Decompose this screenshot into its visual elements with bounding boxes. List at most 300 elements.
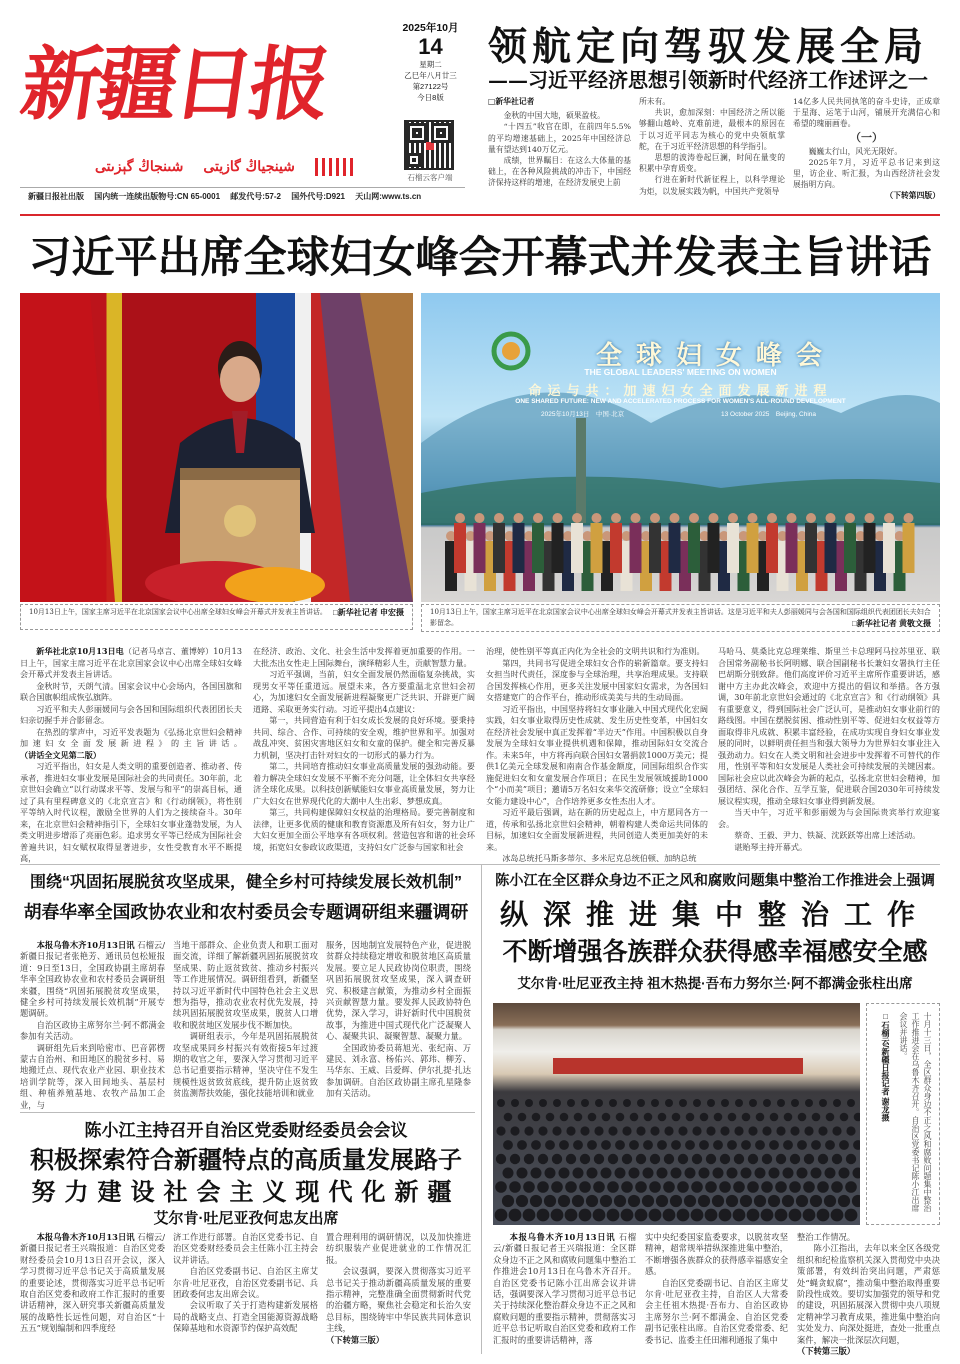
person xyxy=(766,523,778,573)
column-divider xyxy=(481,864,482,1354)
attendee xyxy=(510,1154,520,1164)
person xyxy=(591,523,603,573)
continued-note[interactable]: （下转第三版） xyxy=(326,1334,385,1345)
person-head xyxy=(514,513,524,523)
attendee xyxy=(803,1209,816,1222)
attendee xyxy=(741,1168,752,1179)
paragraph: 在热烈的掌声中，习近平发表题为《弘扬北京世妇会精神 加速妇女全面发展新进程》的主旨讲话。（讲话全文见第二版） xyxy=(20,726,242,760)
attendee xyxy=(581,1099,589,1107)
person xyxy=(727,523,739,573)
attendee xyxy=(629,1140,639,1150)
attendee xyxy=(698,1195,710,1207)
qr-label: 石榴云客户端 xyxy=(407,173,453,182)
attendee xyxy=(504,1113,513,1122)
attendee xyxy=(686,1113,695,1122)
photo-group xyxy=(421,293,940,602)
banner-theme-en: ONE SHARED FUTURE: NEW AND ACCELERATED PROCESS FOR WOMEN'S ALL-ROUND DEVELOPMENT xyxy=(515,398,846,405)
attendee xyxy=(579,1209,592,1222)
attendee xyxy=(587,1140,597,1150)
attendee xyxy=(643,1168,654,1179)
attendee xyxy=(769,1140,779,1150)
attendee xyxy=(734,1154,744,1164)
paragraph: 自治区党委副书记、自治区主席艾尔肯·吐尼亚孜，自治区党委副书记、兵团政委何忠友出席会议。 xyxy=(173,1266,318,1300)
attendee xyxy=(495,1181,507,1193)
attendee xyxy=(783,1168,794,1179)
paragraph: 谌贻琴主持开幕式。 xyxy=(734,841,808,852)
attendee xyxy=(713,1140,723,1150)
attendee xyxy=(762,1154,772,1164)
attendee xyxy=(629,1168,640,1179)
paragraph: “十四五”收官在即，在前四年5.5%的平均增速基础上，2025年中国经济总量有望达到140万亿元。 xyxy=(488,122,631,154)
attendee xyxy=(622,1154,632,1164)
attendee xyxy=(574,1113,583,1122)
attendee xyxy=(684,1195,696,1207)
paragraph: 所未有。 xyxy=(639,97,671,106)
paragraph: 第二，共同培育推动妇女事业高质量发展的强劲动能。要着力解决全球妇女发展不平衡不充分问题，让全体妇女共享经济全球化成果。以科技创新赋能妇女事业高质量发展，努力让广大妇女在世界现代化的大潮中人生出彩、梦想成真。 xyxy=(253,761,475,806)
attendee xyxy=(798,1113,807,1122)
attendee xyxy=(818,1126,827,1135)
attendee xyxy=(699,1140,709,1150)
attendee xyxy=(530,1195,542,1207)
continued-note[interactable]: （下转第三版） xyxy=(797,1346,856,1357)
attendee xyxy=(677,1181,689,1193)
rostrum-table xyxy=(553,1058,803,1074)
person-head xyxy=(631,513,641,523)
attendee xyxy=(769,1168,780,1179)
attendee xyxy=(791,1099,799,1107)
corruption-story-column-1: 本报乌鲁木齐10月13日讯 石榴云/新疆日报记者王兴瑞报道：全区群众身边不正之风和腐败问题集中整治工作推进会10月13日在乌鲁木齐召开。自治区党委书记陈小江出席会议并讲话，强调要深入学习贯彻习近平总书记关于持续深化整治群众身边不正之风和腐败问题的重要指示精神，贯彻落实习近平总书记听取自治区党委和政府工作汇报时的重要讲话精神，落 xyxy=(493,1232,637,1345)
meeting-audience xyxy=(493,1003,860,1225)
attendee xyxy=(587,1168,598,1179)
person xyxy=(688,523,700,573)
attendee xyxy=(839,1168,850,1179)
attendee xyxy=(790,1126,799,1135)
attendee xyxy=(706,1154,716,1164)
group-photo-people xyxy=(421,293,940,602)
attendee xyxy=(657,1168,668,1179)
attendee xyxy=(608,1154,618,1164)
attendee xyxy=(740,1195,752,1207)
attendee xyxy=(503,1168,514,1179)
photo-meeting-hall xyxy=(493,1003,860,1225)
paragraph: 共识，愈加深刻：中国经济之所以能够翻山越岭、克难前进，最根本的原因在于以习近平同志为核心的党中央领航掌舵，在于习近平经济思想的科学指引。 xyxy=(639,108,785,151)
attendee xyxy=(637,1099,645,1107)
attendee xyxy=(846,1126,855,1135)
person xyxy=(786,523,798,573)
attendee xyxy=(525,1099,533,1107)
person-head xyxy=(806,513,816,523)
attendee xyxy=(593,1181,605,1193)
person xyxy=(708,523,720,573)
attendee xyxy=(776,1126,785,1135)
attendee xyxy=(810,1195,822,1207)
attendee xyxy=(552,1154,562,1164)
paragraph: 治理，使性别平等真正内化为全社会的文明共识和行为准则。 xyxy=(486,646,705,656)
corruption-story-headline-1: 纵深推进集中整治工作 xyxy=(499,898,930,931)
finance-story-headline-1: 积极探索符合新疆特点的高质量发展路子 xyxy=(30,1145,462,1174)
attendee xyxy=(832,1154,842,1164)
paragraph: 习近平和夫人彭丽媛同与会各国和国际组织代表团团长夫妇亲切握手并合影留念。 xyxy=(20,703,242,725)
divider xyxy=(20,187,465,188)
issue-date-box: 2025年10月 14 星期二 乙巳年八月廿三 第27122号 今日8版 xyxy=(402,22,459,102)
paragraph: 蔡奇、王毅、尹力、铁凝、沈跃跃等出席上述活动。 xyxy=(734,830,921,840)
attendee xyxy=(615,1168,626,1179)
attendee xyxy=(777,1099,785,1107)
paragraph: 习近平最后强调，站在新的历史起点上，中方愿同各方一道，传承和弘扬北京世妇会精神，朝着构建人类命运共同体的目标，加速妇女全面发展新进程，共同创造人类更加美好的未来。 xyxy=(486,807,708,852)
attendee xyxy=(706,1126,715,1135)
attendee xyxy=(672,1113,681,1122)
attendee xyxy=(776,1154,786,1164)
attendee xyxy=(707,1099,715,1107)
attendee xyxy=(537,1209,550,1222)
attendee xyxy=(832,1126,841,1135)
attendee xyxy=(700,1113,709,1122)
attendee xyxy=(537,1181,549,1193)
attendee xyxy=(607,1181,619,1193)
attendee xyxy=(593,1209,606,1222)
paragraph: 当天中午，习近平和彭丽媛为与会国际贵宾举行欢迎宴会。 xyxy=(718,807,940,829)
lead-article-column-3 xyxy=(486,646,708,865)
attendee xyxy=(538,1154,548,1164)
finance-story-headline-2: 努力建设社会主义现代化新疆 xyxy=(31,1177,461,1206)
person-head xyxy=(592,513,602,523)
attendee xyxy=(685,1168,696,1179)
attendee xyxy=(531,1168,542,1179)
attendee xyxy=(539,1099,547,1107)
attendee xyxy=(621,1181,633,1193)
person-head xyxy=(494,513,504,523)
paragraph: 金秋的中国大地，硕果盈枝。 xyxy=(503,111,605,121)
continued-note[interactable]: （下转第四版） xyxy=(885,191,940,201)
banner-theme: 命运与共：加速妇女全面发展新进程 xyxy=(528,383,833,398)
attendee xyxy=(719,1209,732,1222)
attendee xyxy=(819,1099,827,1107)
paragraph: 自治区党委副书记、自治区主席艾尔肯·吐尼亚孜主持，自治区人大常委会主任祖木热提·吾布力、自治区政协主席努尔兰·阿不都满金、自治区党委副书记张柱出席。自治区党委常委、纪委书记、监委主任田湘利通报了集中 xyxy=(645,1277,788,1345)
poverty-story-column-3 xyxy=(326,940,471,1100)
attendee xyxy=(678,1126,687,1135)
attendee xyxy=(805,1099,813,1107)
speech-note[interactable]: （讲话全文见第二版） xyxy=(20,749,101,760)
attendee xyxy=(511,1099,519,1107)
paragraph: 全国政协委员蒋旭光、张纪南、万建民、刘永富、杨佑兴、郭玮、柳芳、马华东、王威、吕爱辉、伊尔扎提·扎达参加调研。自治区政协副主席孔星隆参加有关活动。 xyxy=(326,1042,471,1099)
attendee xyxy=(609,1099,617,1107)
attendee xyxy=(546,1113,555,1122)
paragraph: 第一，共同营造有利于妇女成长发展的良好环境。要秉持共同、综合、合作、可持续的安全观，维护世界和平。加强对战乱冲突、贫困灾害地区妇女和女童的保护。健全和完善反暴力机制，坚决打击针对妇女的一切形式的暴力行为。 xyxy=(253,715,475,760)
person xyxy=(747,523,759,573)
attendee xyxy=(671,1140,681,1150)
attendee xyxy=(817,1209,830,1222)
person-head xyxy=(475,513,485,523)
paragraph: 自治区政协主席努尔兰·阿不都满金参加有关活动。 xyxy=(20,1019,165,1042)
poverty-story-headline: 胡春华率全国政协农业和农村委员会专题调研组来疆调研 xyxy=(23,902,469,922)
newspaper-logo: 新疆日报 xyxy=(15,37,333,131)
attendee xyxy=(825,1140,835,1150)
qr-code-icon[interactable] xyxy=(404,120,454,170)
attendee xyxy=(559,1168,570,1179)
person xyxy=(844,523,856,573)
person-head xyxy=(670,513,680,523)
dateline: 新华社北京10月13日电 xyxy=(36,646,124,656)
attendee xyxy=(762,1126,771,1135)
attendee xyxy=(517,1140,527,1150)
attendee xyxy=(804,1126,813,1135)
publication-info: 新疆日报社出版 国内统一连续出版物号:CN 65-0001 邮发代号:57-2 国外代号:D921 天山网:www.ts.cn xyxy=(28,192,422,201)
attendee xyxy=(705,1209,718,1222)
attendee xyxy=(727,1140,737,1150)
attendee xyxy=(558,1195,570,1207)
photo-speech xyxy=(20,293,413,602)
attendee xyxy=(628,1195,640,1207)
attendee xyxy=(853,1168,861,1179)
top-story-column-1: □新华社记者 金秋的中国大地，硕果盈枝。 “十四五”收官在即，在前四年5.5%的平均增速基础上，2025年中国经济总量有望达到140万亿元。 成绩，世界瞩目：在这么大体量的基础上，在各种风险挑战的冲击下，中国经济保持这样的增速，在经济发展史上前 xyxy=(488,97,631,188)
attendee xyxy=(650,1154,660,1164)
attendee xyxy=(804,1154,814,1164)
paragraph: 思想的波涛卷起巨澜，时间在量变的积累中孕育质变。 xyxy=(639,153,785,174)
attendee xyxy=(635,1181,647,1193)
attendee xyxy=(496,1154,506,1164)
person-head xyxy=(650,513,660,523)
person-head xyxy=(865,513,875,523)
attendee xyxy=(846,1154,856,1164)
paragraph: 巍巍太行山，风光无限好。 xyxy=(808,146,903,156)
attendee xyxy=(756,1113,765,1122)
attendee xyxy=(664,1126,673,1135)
attendee xyxy=(691,1181,703,1193)
attendee xyxy=(679,1099,687,1107)
attendee xyxy=(538,1126,547,1135)
attendee xyxy=(553,1099,561,1107)
attendee xyxy=(602,1113,611,1122)
paragraph: 马哈马、莫桑比克总理莱维、斯里兰卡总理阿马拉苏里亚、联合国常务副秘书长阿明娜、联合国副秘书长兼妇女署执行主任巴胡斯分别致辞。他们高度评价习近平主席所作重要讲话，感谢中方主办此次峰会，欢迎中方提出的倡议和举措。各方强调，30年前北京世妇会通过的《北京宣言》和《行动纲领》具有重要意义，得到国际社会广泛认可，是推动妇女事业前行的路线图。中国在摆脱贫困、推动性别平等、促进妇女权益等方面取得非凡成就、积累丰富经验，在成功实现自身妇女事业发展的同时，以鲜明责任担当和强大领导力为世界妇女事业注入强劲动力。妇女在人类文明和社会进步中发挥着不可替代的作用，性别平等和妇女发展是人类社会可持续发展的关键因素。国际社会应以此次峰会为新的起点，弘扬北京世妇会精神，加强团结、深化合作、互学互鉴，促进联合国2030年可持续发展议程实现，推动全球妇女事业得到新发展。 xyxy=(718,646,940,806)
attendee xyxy=(833,1099,841,1107)
person xyxy=(493,523,505,573)
paragraph: 行进在新时代新征程上，以科学理论为炬，以发展实践为帆，中国共产党领导 xyxy=(639,175,785,196)
person xyxy=(903,523,915,573)
attendee xyxy=(518,1113,527,1122)
attendee xyxy=(789,1209,802,1222)
person-head xyxy=(553,513,563,523)
paragraph: 14亿多人民共同执笔的奋斗史诗，正成章于星海、运笔于山河，铺展开充满信心和希望的瑰丽画卷。 xyxy=(793,97,940,129)
attendee xyxy=(588,1113,597,1122)
paragraph: 金秋时节，天朗气清。国家会议中心会场内，各国国旗和联合国旗帜组成恢弘旗阵。 xyxy=(20,680,242,702)
person xyxy=(571,523,583,573)
attendee xyxy=(509,1209,522,1222)
corruption-story-headline-2: 不断增强各族群众获得感幸福感安全感 xyxy=(502,937,928,966)
attendee xyxy=(614,1195,626,1207)
person xyxy=(669,523,681,573)
attendee xyxy=(775,1209,788,1222)
attendee xyxy=(671,1168,682,1179)
attendee xyxy=(649,1181,661,1193)
paragraph: 陈小江指出，去年以来全区各级党组织和纪检监察机关深入贯彻党中央决策部署，有效纠治突出问题，严肃惩处“蝇贪蚁腐”，推动集中整治取得重要阶段性成效。要切实加强党的领导和党的建设，巩固拓展深入贯彻中央八项规定精神学习教育成果，推进集中整治向实处发力、向深处挺进，查处一批重点案件，解决一批深层次问题， xyxy=(797,1243,940,1345)
person xyxy=(864,523,876,573)
attendee xyxy=(712,1195,724,1207)
attendee xyxy=(789,1181,801,1193)
attendee xyxy=(678,1154,688,1164)
attendee xyxy=(657,1140,667,1150)
finance-story-column-3 xyxy=(326,1232,471,1346)
attendee xyxy=(840,1113,849,1122)
attendee xyxy=(685,1140,695,1150)
lead-headline: 习近平出席全球妇女峰会开幕式并发表主旨讲话 xyxy=(28,234,932,282)
finance-story-subhead: 艾尔肯·吐尼亚孜何忠友出席 xyxy=(153,1210,339,1227)
attendee xyxy=(812,1113,821,1122)
attendee xyxy=(524,1154,534,1164)
attendee xyxy=(580,1154,590,1164)
attendee xyxy=(601,1168,612,1179)
attendee xyxy=(763,1099,771,1107)
attendee xyxy=(797,1168,808,1179)
attendee xyxy=(532,1113,541,1122)
attendee xyxy=(566,1154,576,1164)
attendee xyxy=(755,1168,766,1179)
attendee xyxy=(621,1209,634,1222)
attendee xyxy=(796,1195,808,1207)
attendee xyxy=(838,1195,850,1207)
corruption-story-kicker: 陈小江在全区群众身边不正之风和腐败问题集中整治工作推进会上强调 xyxy=(495,873,935,889)
attendee xyxy=(497,1099,505,1107)
attendee xyxy=(523,1181,535,1193)
attendee xyxy=(510,1126,519,1135)
attendee xyxy=(824,1195,836,1207)
attendee xyxy=(551,1181,563,1193)
attendee xyxy=(523,1209,536,1222)
person-head xyxy=(709,513,719,523)
attendee xyxy=(616,1113,625,1122)
attendee xyxy=(607,1209,620,1222)
attendee xyxy=(825,1168,836,1179)
paragraph: 在经济、政治、文化、社会生活中发挥着更加重要的作用。一大批杰出女性走上国际舞台，演绎精彩人生，贡献智慧力量。 xyxy=(253,646,475,668)
finance-story-kicker: 陈小江主持召开自治区党委财经委员会会议 xyxy=(84,1121,408,1140)
paragraph: 置合理利用的调研情况，以及加快推进纺织服装产业促进就业的工作情况汇报。 xyxy=(326,1232,471,1265)
attendee xyxy=(721,1099,729,1107)
attendee xyxy=(692,1154,702,1164)
attendee xyxy=(658,1113,667,1122)
attendee xyxy=(644,1113,653,1122)
person xyxy=(610,523,622,573)
attendee xyxy=(649,1209,662,1222)
attendee xyxy=(713,1168,724,1179)
attendee xyxy=(735,1099,743,1107)
attendee xyxy=(826,1113,835,1122)
attendee xyxy=(663,1181,675,1193)
logo-mongolian xyxy=(315,158,353,176)
attendee xyxy=(608,1126,617,1135)
attendee xyxy=(803,1181,815,1193)
divider xyxy=(20,1112,475,1113)
attendee xyxy=(636,1154,646,1164)
attendee xyxy=(552,1126,561,1135)
person xyxy=(552,523,564,573)
attendee xyxy=(559,1140,569,1150)
person xyxy=(474,523,486,573)
attendee xyxy=(600,1195,612,1207)
attendee xyxy=(565,1181,577,1193)
attendee xyxy=(560,1113,569,1122)
paragraph: 习近平指出，妇女是人类文明的重要创造者、推动者、传承者，推进妇女事业发展是国际社会的共同责任。30年前，北京世妇会确立“以行动谋求平等、发展与和平”的崇高目标，通过了具有里程碑意义的《北京宣言》和《行动纲领》，将性别平等纳入时代议程，激励全世界的人们为之接续奋斗。30年来，在北京世妇会精神指引下，全球妇女事业蓬勃发展，为人类文明进步增添了亮丽色彩。追求男女平等已经成为国际社会普遍共识，妇女赋权取得显著进步，女性受教育水平不断提高， xyxy=(20,761,242,863)
attendee xyxy=(551,1209,564,1222)
person-head xyxy=(826,513,836,523)
attendee xyxy=(761,1209,774,1222)
attendee xyxy=(544,1195,556,1207)
attendee xyxy=(524,1126,533,1135)
attendee xyxy=(643,1140,653,1150)
banner-title: 全球妇女峰会 xyxy=(596,340,837,370)
attendee xyxy=(665,1099,673,1107)
top-story-subheadline: ——习近平经济思想引领新时代经济工作述评之一 xyxy=(488,68,928,92)
logo-kazakh: شينجياڭ گازيتى xyxy=(203,159,295,175)
attendee xyxy=(768,1195,780,1207)
attendee xyxy=(733,1209,746,1222)
attendee xyxy=(594,1154,604,1164)
paragraph: 调研组表示，今年是巩固拓展脱贫攻坚成果同乡村振兴有效衔接5年过渡期的收官之年，要深入学习贯彻习近平总书记重要指示精神，坚决守住不发生规模性返贫致贫底线，提升防止返贫致贫监测帮扶效能，强化技能培训和就业 xyxy=(173,1031,318,1099)
attendee xyxy=(545,1168,556,1179)
corruption-story-column-3 xyxy=(797,1232,940,1357)
attendee xyxy=(565,1209,578,1222)
lead-article-column-2 xyxy=(253,646,475,853)
paragraph: 服务，因地制宜发展特色产业，促进脱贫群众持续稳定增收和脱贫地区高质量发展。要立足人民政协岗位职责，围绕巩固拓展脱贫攻坚成果，深入调查研究、积极建言献策，为推动乡村全面振兴贡献智慧力量。要发挥人民政协特色优势，深入学习，讲好新时代中国脱贫故事，为推进中国式现代化广泛凝聚人心、凝聚共识、凝聚智慧、凝聚力量。 xyxy=(326,940,471,1042)
poverty-story-kicker: 围绕“巩固拓展脱贫攻坚成果，健全乡村可持续发展长效机制” xyxy=(29,874,462,891)
masthead-red-rule xyxy=(20,214,940,216)
paragraph: 调研组先后来到哈密市、巴音郭楞蒙古自治州、和田地区的脱贫乡村、易地搬迁点、现代农业产业园、职业技术培训学院等，深入田间地头、基层村组、种植养殖基地、农牧产品加工企业，与 xyxy=(20,1042,165,1110)
attendee xyxy=(573,1140,583,1150)
person xyxy=(883,523,895,573)
attendee xyxy=(748,1154,758,1164)
person xyxy=(805,523,817,573)
person xyxy=(532,523,544,573)
attendee xyxy=(770,1113,779,1122)
attendee xyxy=(642,1195,654,1207)
attendee xyxy=(811,1168,822,1179)
attendee xyxy=(567,1099,575,1107)
attendee xyxy=(734,1126,743,1135)
attendee xyxy=(664,1154,674,1164)
banner-date-en: 13 October 2025 Beijing, China xyxy=(721,411,817,418)
attendee xyxy=(705,1181,717,1193)
paragraph: 济工作进行部署。自治区党委书记、自治区党委财经委员会主任陈小江主持会议并讲话。 xyxy=(173,1232,318,1265)
corruption-story-subhead: 艾尔肯·吐尼亚孜主持 祖木热提·吾布力努尔兰·阿不都满金张柱出席 xyxy=(517,976,913,991)
attendee xyxy=(692,1126,701,1135)
attendee xyxy=(622,1126,631,1135)
attendee xyxy=(831,1181,843,1193)
paragraph: 第四，共同书写促进全球妇女合作的崭新篇章。要支持妇女担当时代责任，深度参与全球治理，共享治理成果。支持联合国发挥核心作用，更多关注发展中国家妇女需求，为各国妇女搭建宽广的合作平台，推动形成美美与共的生动局面。 xyxy=(486,657,708,702)
attendee xyxy=(636,1126,645,1135)
attendee xyxy=(601,1140,611,1150)
banner-title-en: THE GLOBAL LEADERS' MEETING ON WOMEN xyxy=(584,367,777,377)
attendee xyxy=(502,1195,514,1207)
top-story-headline: 领航定向驾驭发展全局 xyxy=(488,26,929,69)
attendee xyxy=(845,1209,858,1222)
person-head xyxy=(904,513,914,523)
attendee xyxy=(545,1140,555,1150)
top-story-column-2 xyxy=(639,96,785,197)
attendee xyxy=(496,1126,505,1135)
person-head xyxy=(728,513,738,523)
attendee xyxy=(853,1140,860,1150)
person xyxy=(825,523,837,573)
attendee xyxy=(580,1126,589,1135)
paragraph: 当地干部群众、企业负责人和职工面对面交流，详细了解新疆巩固拓展脱贫攻坚成果、防止返贫致贫、推动乡村振兴等工作进展情况。调研组看到，新疆坚持以习近平新时代中国特色社会主义思想为指导，推动农业农村优先发展，持续巩固拓展脱贫攻坚成果，脱贫人口增收和脱贫地区发展步伐不断加快。 xyxy=(173,940,318,1030)
attendee xyxy=(720,1154,730,1164)
attendee xyxy=(516,1195,528,1207)
attendee xyxy=(586,1195,598,1207)
paragraph: 习近平指出，中国坚持将妇女事业融入中国式现代化宏阔实践，妇女事业取得历史性成就、发生历史性变革，中国妇女在经济社会发展中真正发挥着“半边天”作用。中国积极以自身发展为全球妇女事业提供机遇和保障，推动国际妇女交流合作。未来5年，中方将再向联合国妇女署捐款1000万美元；提供1亿美元全球发展和南南合作基金额度，同国际组织合作实施促进妇女和女童发展合作项目；在民生发展领域援助1000个“小而美”项目；邀请5万名妇女来华交流研修；设立“全球妇女能力建设中心”，合作培养更多女性杰出人才。 xyxy=(486,703,708,806)
attendee xyxy=(817,1181,829,1193)
attendee xyxy=(719,1181,731,1193)
person xyxy=(513,523,525,573)
attendee xyxy=(782,1195,794,1207)
attendee xyxy=(579,1181,591,1193)
